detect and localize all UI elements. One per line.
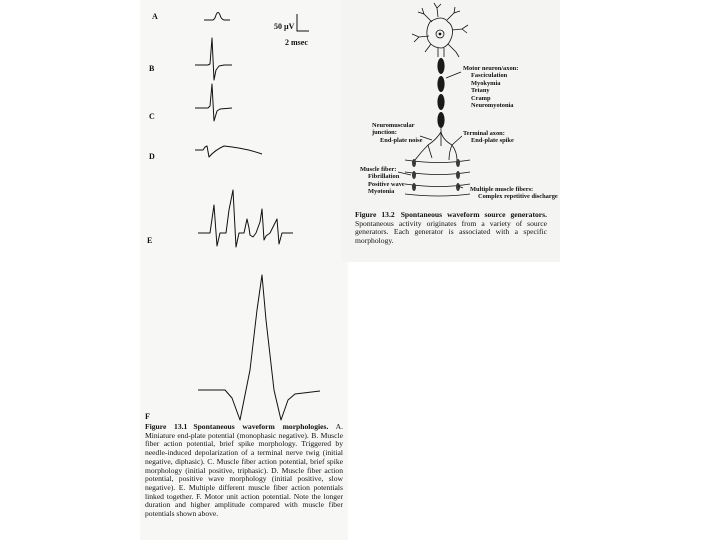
terminal-axon-item: End-plate spike — [471, 137, 514, 145]
terminal-axon-title: Terminal axon: — [463, 130, 505, 137]
waveform-f — [198, 275, 320, 420]
panel-label-d: D — [149, 152, 155, 161]
caption-title: Spontaneous waveform source generators. — [400, 210, 547, 219]
scale-bar-duration: 2 msec — [285, 38, 308, 47]
multiple-fibers-title: Multiple muscle fibers: — [470, 186, 534, 193]
caption-number: Figure 13.1 — [145, 422, 188, 431]
muscle-fiber-item: Myotonia — [368, 188, 395, 196]
caption-title: Spontaneous waveform morphologies. — [193, 422, 329, 431]
waveform-c — [195, 84, 232, 121]
waveform-d — [195, 146, 262, 157]
waveform-b — [195, 38, 232, 80]
motor-neuron-item: Fasciculation — [471, 72, 508, 80]
caption-body: Spontaneous activity originates from a variety of source generators. Each generator is associated with a specific morphology. — [355, 218, 547, 246]
nmj-annotation — [372, 122, 428, 144]
figure-13-1-caption — [145, 423, 343, 519]
multiple-fibers-annotation — [470, 186, 558, 201]
motor-neuron-item: Tetany — [471, 87, 490, 95]
neuron-diagram — [398, 3, 470, 196]
panel-label-e: E — [147, 236, 153, 245]
caption-number: Figure 13.2 — [355, 210, 395, 219]
motor-neuron-item: Myokymia — [471, 79, 501, 87]
nmj-title: Neuromuscular junction: — [372, 122, 415, 137]
multiple-fibers-item: Complex repetitive discharge — [478, 193, 558, 201]
muscle-fiber-title: Muscle fiber: — [360, 166, 397, 173]
waveform-a — [204, 13, 230, 21]
scale-bar — [297, 14, 309, 31]
waveform-e — [198, 190, 293, 247]
figure-13-2-caption — [355, 211, 547, 246]
terminal-axon-annotation — [463, 130, 514, 145]
motor-neuron-annotation — [463, 65, 518, 109]
muscle-fiber-item: Fibrillation — [368, 173, 400, 181]
panel-label-b: B — [149, 64, 155, 73]
nmj-item: End-plate noise — [380, 136, 423, 144]
panel-label-a: A — [152, 12, 158, 21]
muscle-fiber-annotation — [360, 166, 405, 196]
panel-label-f: F — [145, 412, 150, 421]
motor-neuron-item: Cramp — [471, 94, 491, 102]
scale-bar-amplitude: 50 µV — [274, 22, 295, 31]
motor-neuron-title: Motor neuron/axon: — [463, 65, 519, 72]
panel-label-c: C — [149, 112, 155, 121]
muscle-fiber-item: Positive wave — [368, 180, 405, 188]
caption-body: A. Miniature end-plate potential (monophasic negative). B. Muscle fiber action potential, brief spike morphology. Triggered by needle-induced depolarization of a terminal nerve twig (initial negative, diphasic). C. Muscle fiber action potential, brief spike morphology (initial positive, triphasic). D. Muscle fiber action potential, positive wave morphology (initial positive, slow negative). E. Multiple different muscle fiber action potentials linked together. F. Motor unit action potential. Note the longer duration and higher amplitude compared with muscle fiber potentials shown above. — [145, 422, 344, 519]
motor-neuron-item: Neuromyotonia — [471, 102, 514, 110]
